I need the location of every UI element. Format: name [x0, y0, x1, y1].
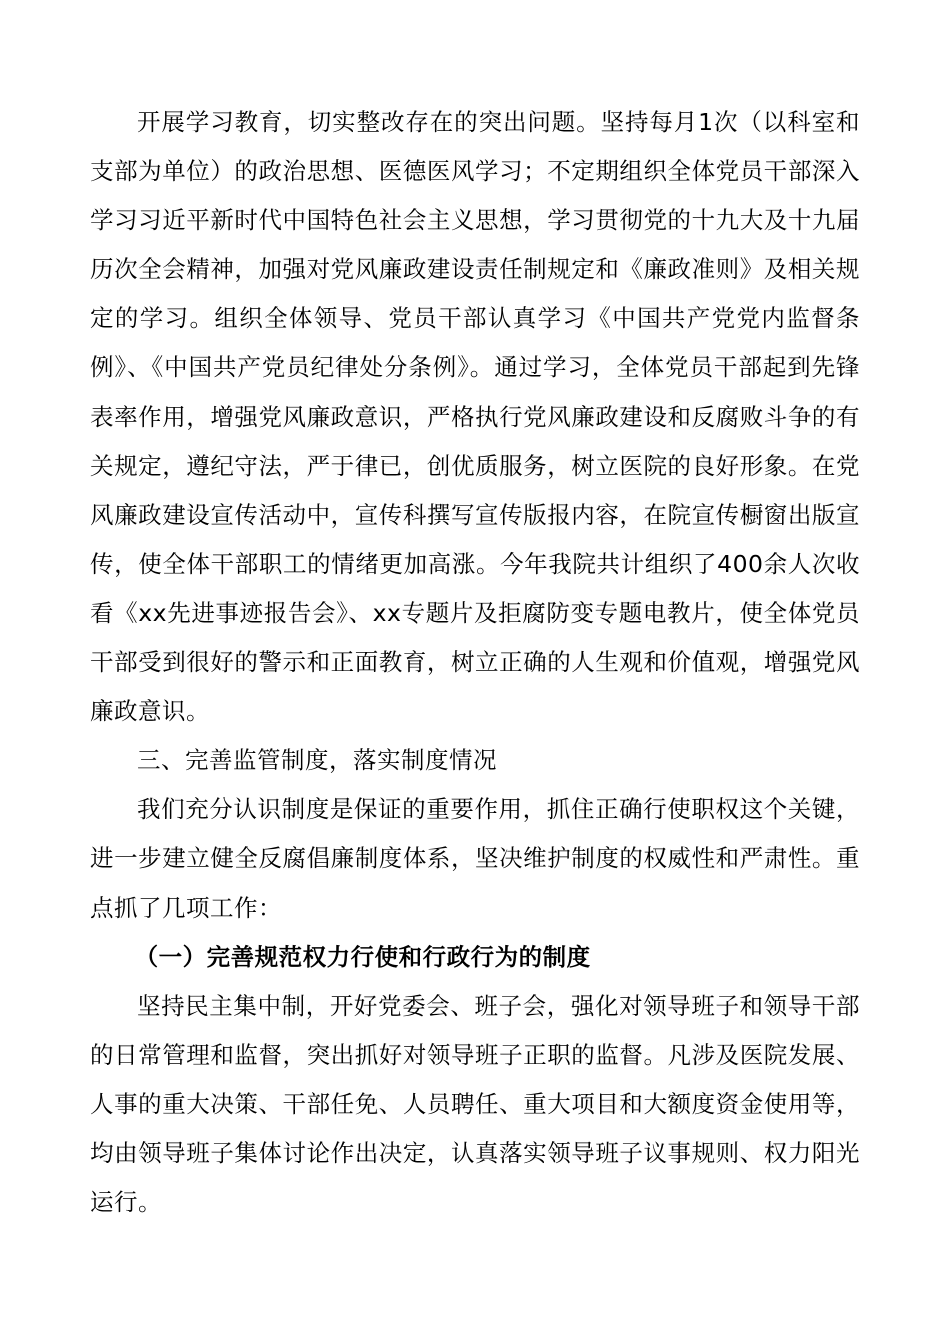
- section-heading: 三、完善监管制度，落实制度情况: [137, 746, 497, 775]
- subsection-heading: （一）完善规范权力行使和行政行为的制度: [134, 942, 591, 971]
- document-page: [90, 98, 860, 1227]
- body-paragraph: 坚持民主集中制，开好党委会、班子会，强化对领导班子和领导干部的日常管理和监督，突出抓好对领导班子正职的监督。凡涉及医院发展、人事的重大决策、干部任免、人员聘任、重大项目和大额度资金使用等，均由领导班子集体讨论作出决定，认真落实领导班子议事规则、权力阳光运行。: [90, 991, 860, 1217]
- body-paragraph: 我们充分认识制度是保证的重要作用，抓住正确行使职权这个关键，进一步建立健全反腐倡廉制度体系，坚决维护制度的权威性和严肃性。重点抓了几项工作：: [90, 795, 860, 922]
- body-paragraph: 开展学习教育，切实整改存在的突出问题。坚持每月1次（以科室和支部为单位）的政治思想、医德医风学习；不定期组织全体党员干部深入学习习近平新时代中国特色社会主义思想，学习贯彻党的十九大及十九届历次全会精神，加强对党风廉政建设责任制规定和《廉政准则》及相关规定的学习。组织全体领导、党员干部认真学习《中国共产党党内监督条例》、《中国共产党员纪律处分条例》。通过学习，全体党员干部起到先锋表率作用，增强党风廉政意识，严格执行党风廉政建设和反腐败斗争的有关规定，遵纪守法，严于律已，创优质服务，树立医院的良好形象。在党风廉政建设宣传活动中，宣传科撰写宣传版报内容，在院宣传橱窗出版宣传，使全体干部职工的情绪更加高涨。今年我院共计组织了400余人次收看《xx先进事迹报告会》、xx专题片及拒腐防变专题电教片，使全体党员干部受到很好的警示和正面教育，树立正确的人生观和价值观，增强党风廉政意识。: [90, 108, 860, 726]
